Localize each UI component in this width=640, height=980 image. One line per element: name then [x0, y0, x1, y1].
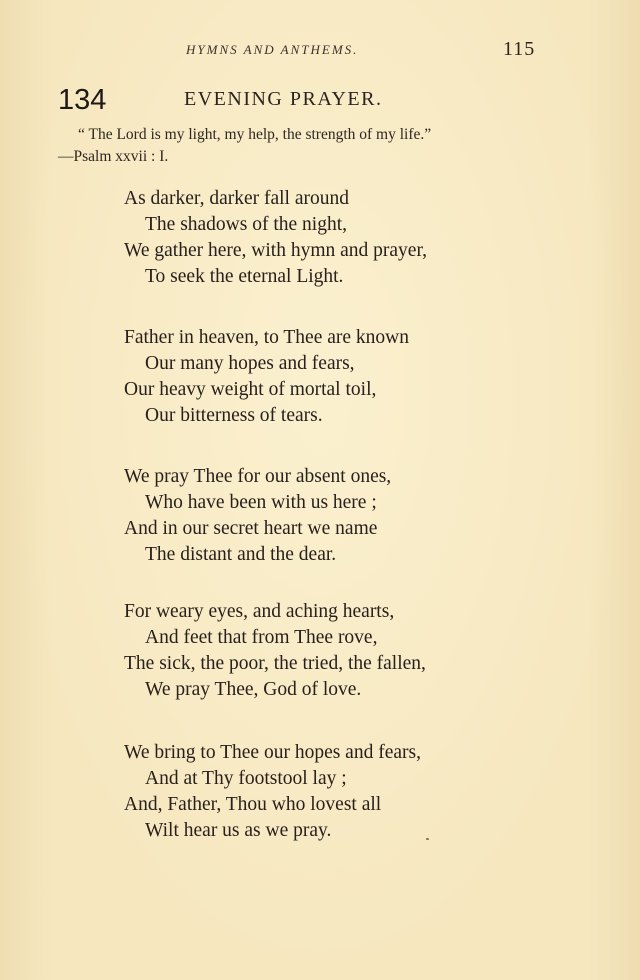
verse-line: We pray Thee for our absent ones,	[124, 466, 392, 487]
verse-line: We gather here, with hymn and prayer,	[124, 240, 428, 261]
verse-line: As darker, darker fall around	[124, 188, 349, 209]
epigraph-quote: “ The Lord is my light, my help, the strength of my life.”	[78, 126, 432, 143]
verse-line: Father in heaven, to Thee are known	[124, 327, 409, 348]
verse-line: To seek the eternal Light.	[145, 266, 344, 287]
verse-line: We pray Thee, God of love.	[145, 679, 362, 700]
verse-line: For weary eyes, and aching hearts,	[124, 601, 395, 622]
verse-line: We bring to Thee our hopes and fears,	[124, 742, 421, 763]
verse-line: Who have been with us here ;	[145, 492, 377, 513]
stanza-5	[124, 740, 544, 844]
hymn-title: EVENING PRAYER.	[184, 88, 383, 110]
verse-line: And in our secret heart we name	[124, 518, 378, 539]
verse-line: And feet that from Thee rove,	[145, 627, 378, 648]
verse-line: The distant and the dear.	[145, 544, 337, 565]
verse-line: Our heavy weight of mortal toil,	[124, 379, 377, 400]
stanza-4	[124, 599, 544, 703]
stanza-1	[124, 186, 544, 290]
stanza-3	[124, 464, 544, 568]
verse-line: The shadows of the night,	[145, 214, 348, 235]
verse-line: And, Father, Thou who lovest all	[124, 794, 382, 815]
stanza-2	[124, 325, 544, 429]
page-number: 115	[503, 38, 536, 60]
verse-line: And at Thy footstool lay ;	[145, 768, 347, 789]
running-head: HYMNS AND ANTHEMS.	[186, 42, 359, 57]
verse-line: Our bitterness of tears.	[145, 405, 323, 426]
hymn-number: 134	[58, 84, 107, 116]
paper-speck	[426, 838, 429, 840]
verse-line: Wilt hear us as we pray.	[145, 820, 332, 841]
epigraph-citation: —Psalm xxvii : I.	[58, 148, 169, 165]
verse-line: The sick, the poor, the tried, the fallen,	[124, 653, 426, 674]
verse-line: Our many hopes and fears,	[145, 353, 355, 374]
